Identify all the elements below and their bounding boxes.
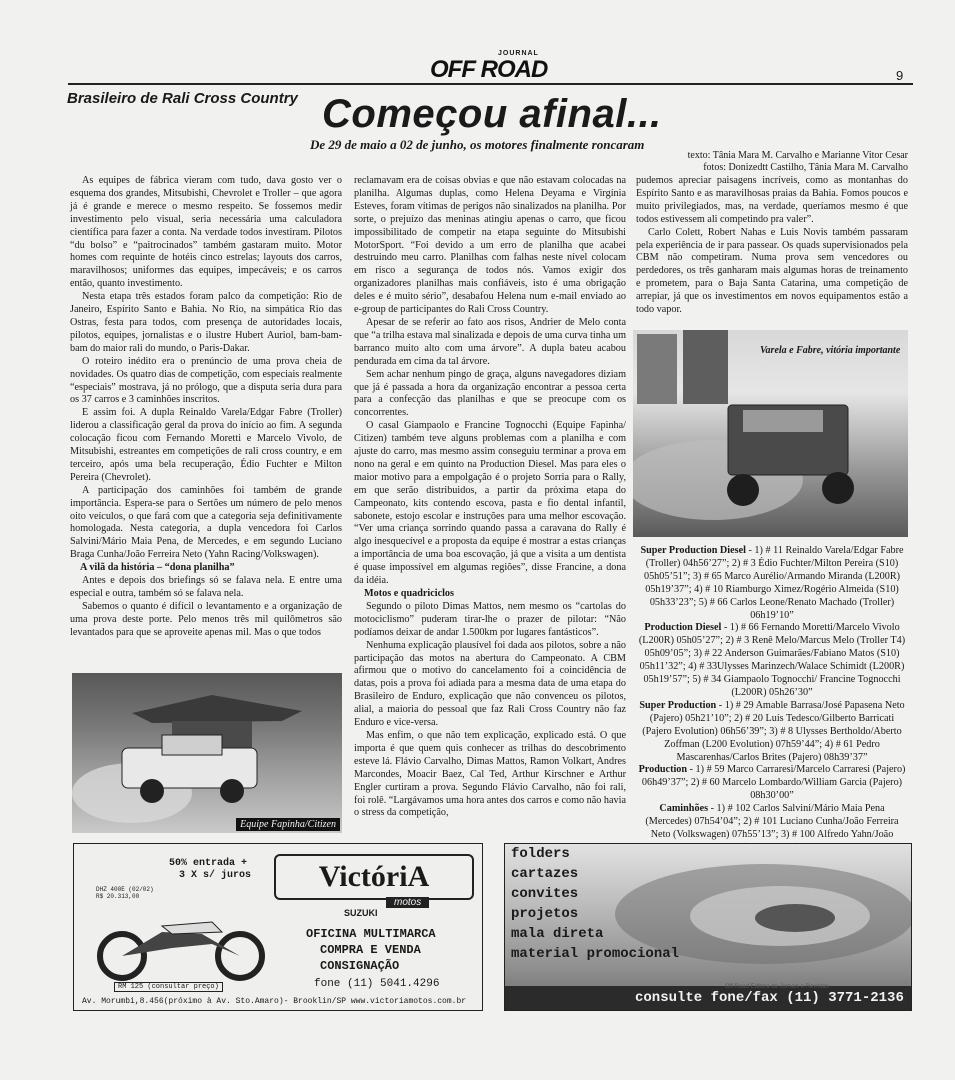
result-category: [636, 700, 908, 765]
promo-text: [169, 858, 251, 882]
paragraph: E assim foi. A dupla Reinaldo Varela/Edgar Fabre (Troller) liderou a classificação geral da prova do início ao fim. A segunda colocação ficou com Fernando Moretti e Marcelo Vivolo, de Mitsubishi, estreantes em competições de rali cross country, e em terceiro, após uma bela recuperação, Édio Fuchter e Milton Pereira (Chevrolet).: [70, 407, 342, 483]
paragraph: Sabemos o quanto é difícil o levantamento e a organização de uma prova deste porte. Pelo menos três mil quilômetros são levantados para que se aproveite apenas mil. Mas o que todos: [70, 600, 342, 638]
service-item: COMPRA E VENDA: [320, 943, 421, 957]
rally-car-illustration: [72, 673, 342, 833]
paragraph: Carlo Colett, Robert Nahas e Luis Novis também passaram pela experiência de ir para passear. Os quads supervisionados pela CBM não competiram. Numa prova sem vencedores ou perdedores, os três ganharam mais algumas horas de treinamento e prometem, para o Baja Santa Catarina, uma competição de arrepiar, já que os investimentos em novos equipamentos estão a todo vapor.: [636, 226, 908, 316]
subsection-heading: Motos e quadriciclos: [364, 588, 454, 599]
paragraph: Antes e depois dos briefings só se falava nela. E entre uma especial e outra, também só se falava nela.: [70, 575, 342, 599]
promo-line: 50% entrada +: [169, 858, 248, 869]
promo-line: 3 X s/ juros: [179, 870, 252, 881]
subheadline: De 29 de maio a 02 de junho, os motores finalmente roncaram: [310, 137, 645, 152]
bike-model: RM 125 (consultar preço): [114, 982, 223, 992]
service-item: mala direta: [511, 926, 604, 942]
results-list: [636, 545, 908, 855]
subsection-heading: A vilã da história – “dona planilha”: [80, 562, 235, 574]
paragraph: O roteiro inédito era o prenúncio de uma prova cheia de novidades. Os quatro dias de competição, com especiais realmente “especiais” mostrava, já no prólogo, que a disputa seria dura para os 37 carros e 3 caminhões inscritos.: [70, 355, 342, 406]
paragraph: Nesta etapa três estados foram palco da competição: Rio de Janeiro, Espírito Santo e Bahia. No Rio, na simpática Rio das Ostras, festa para todos, com presença de autoridades locais, pilotos, equipes, jornalistas e o ilustre Hubert Auriol, bam-bam-bam do maior rali do mundo, o Paris-Dakar.: [70, 291, 342, 354]
paragraph: O casal Giampaolo e Francine Tognocchi (Equipe Fapinha/ Citizen) também teve alguns problemas com a planilha e com ajuste do carro, mas mesmo assim conseguiu terminar a prova em nono na geral e em quinto na Production Diesel. Mas para eles o maior motivo para a empolgação é o projeto Sorria para o Rally, em que serão distribuidos, a partir da próxima etapa do Campeonato, kits contendo escova, pasta e fio dental infantil, sabonete, estojo escolar e instruções para uma melhor escovação. “Ver uma criança sorrindo quando passa a caravana do Rally é algo inesquecível e a proposta da equipe é mostrar a estas crianças a importância de uma boa escovação, já que a visita a um dentista é quase impossível em algumas regiões”, disse Francine, a dona da idéia.: [354, 420, 626, 587]
masthead-logo: [430, 50, 550, 84]
article-column-1: [70, 175, 342, 640]
services-list: [306, 926, 436, 974]
service-item: convites: [511, 886, 579, 902]
result-category: [636, 622, 908, 699]
editora-ad: [504, 843, 912, 1011]
paragraph: Apesar de se referir ao fato aos risos, Andrier de Melo conta que “a trilha estava mal sinalizada e depois de uma curva tinha um barranco muito alto com uma árvore”. A dupla bateu acabou pendurada em cima da tal árvore.: [354, 316, 626, 367]
category-results: - 1) # 29 Amable Barrasa/José Papasena Neto (Pajero) 05h21’10”; 2) # 20 Luís Tedesco/Gilberto Barricati (Pajero Evolution) 06h56’39”; 3) # 8 Ulysses Bertholdo/Aberto Zoffman (L200 Evolution) 07h59’44”; 4) # 61 Pedro Mascarenhas/Carlos Brites (Pajero) 08h39’37”: [642, 699, 905, 763]
category-name: Super Production: [639, 699, 717, 711]
masthead-journal-label: JOURNAL: [498, 50, 539, 57]
editora-name: Off Road Editora de Jornais e Revistas: [725, 984, 829, 990]
photo-credit: fotos: Donizedtt Castilho, Tânia Mara M. Carvalho: [703, 162, 908, 173]
paragraph: Nenhuma explicação plausível foi dada aos pilotos, sobre a não participação das motos na abertura do Campeonato. A CBM afirmou que o motivo do cancelamento foi a coincidência de datas, pois a prova foi adiada para a mesma data de uma etapa do Brasileiro de Enduro, explicação que não convenceu os pilotos, alial, a maioria do pessoal que faz Rali Cross Country não faz Enduro e vice-versa.: [354, 639, 626, 729]
rally-car-photo: [72, 673, 342, 833]
service-item: cartazes: [511, 866, 579, 882]
result-category: [636, 764, 908, 803]
suzuki-logo: SUZUKI: [344, 908, 378, 918]
result-category: [636, 545, 908, 622]
category-name: Production Diesel: [644, 622, 722, 634]
service-item: OFICINA MULTIMARCA: [306, 927, 436, 941]
services-list: [511, 844, 679, 964]
credits: [640, 150, 908, 174]
category-name: Production: [638, 764, 688, 776]
category-name: Caminhões: [659, 803, 709, 815]
category-results: - 1) # 11 Reinaldo Varela/Edgar Fabre (Troller) 04h56’27”; 2) # 3 Édio Fuchter/Milton Pereira (S10) 05h05’51”; 3) # 65 Marco Aurélio/Armando Miranda (L200R) 05h19’37”; 4) # 10 Riamburgo Ximez/Rogério Almeida (S10) 05h33’23”; 5) # 66 Carlos Leone/Renato Machado (Troller) 06h19’10”: [643, 545, 904, 621]
article-column-2: [354, 175, 626, 820]
service-item: CONSIGNAÇÃO: [320, 959, 400, 973]
ad-address: Av. Morumbi,8.456(próximo à Av. Sto.Amaro)- Brooklin/SP www.victoriamotos.com.br: [82, 997, 467, 1006]
victoria-logo: VictóriA: [274, 854, 474, 900]
category-results: - 1) # 66 Fernando Moretti/Marcelo Vivolo (L200R) 05h05’27”; 2) # 3 Renê Melo/Marcus Melo (Troller T4) 05h09’05”; 3) # 22 Anderson Guimarães/Fabiano Matos (S10) 05h11’32”; 4) # 33Ulysses Marinzech/Walace Schimidt (L200R) 05h19’57”; 5) # 34 Giampaolo Tognocchi/ Francine Tognocchi (L200R) 05h26’30”: [638, 622, 906, 698]
paragraph: As equipes de fábrica vieram com tudo, dava gosto ver o esquema dos grandes, Mitsubishi, Chevrolet e Troller – que agora já é grande e merece o mesmo respeito. Se fossemos medir investimento pelo visual, seria necessária uma calculadora científica para fazer a conta. Na verdade todos investiram. Pilotos “du bolso” e “paitrocinados” também gastaram muito. Motor homes com requinte de hotéis cinco estrelas; layouts dos carros, maravilhosos; uniformes das equipes, impecáveis; e os carros então, quanto investimento.: [70, 175, 342, 290]
masthead-title: OFF ROAD: [430, 56, 548, 83]
service-item: material promocional: [511, 946, 680, 962]
paragraph: Sem achar nenhum pingo de graça, alguns navegadores diziam que já é passada a hora da organização encontrar a pessoa certa para a confecção das planilhas e que se preocupe com os concorrentes.: [354, 368, 626, 419]
bike-code: DHZ 400E (02/02): [96, 886, 154, 893]
rally-truck-illustration: [633, 330, 908, 537]
category-results: - 1) # 102 Carlos Salvini/Mário Maia Pena (Mercedes) 07h54’04”; 2) # 101 Luciano Cunha/João Ferreira Neto (Volkswagen) 07h55’13”; 3) # 100 Alfredo Yahn/João: [645, 803, 899, 840]
photo-caption: Varela e Fabre, vitória importante: [760, 345, 901, 356]
paragraph: A participação dos caminhões foi também de grande importância. Espera-se para o Sertões um número de pelo menos oito veículos, o que fará com que a categoria seja definitivamente homologada. Nesta categoria, a dupla vencedora foi Carlos Salvini/Mário Maia Pena, de Mercedes, e em segundo Luciano Braga Cunha/João Ferreira Neto (Yahn Racing/Volkswagen).: [70, 484, 342, 561]
editora-contact: consulte fone/fax (11) 3771-2136: [635, 990, 904, 1006]
photo-caption: Equipe Fapinha/Citizen: [236, 818, 340, 831]
category-results: - 1) # 59 Marco Carraresi/Marcelo Carraresi (Pajero) 06h49’37”; 2) # 60 Marcelo Lombardo/William Garcia (Pajero) 08h30’00”: [641, 764, 906, 802]
headline: Começou afinal...: [322, 92, 662, 136]
motos-label: motos: [386, 897, 429, 908]
paragraph: Segundo o piloto Dimas Mattos, nem mesmo os “cartolas do motociclismo” puderam tirar-lhe o prazer de pilotar: “Não podíamos deixar de andar 1.500km por lugares fantásticos”.: [354, 600, 626, 638]
ad-phone: fone (11) 5041.4296: [314, 978, 440, 990]
page-number: 9: [896, 68, 904, 83]
category-name: Super Production Diesel: [640, 545, 746, 556]
article-column-3: [636, 175, 908, 317]
section-title: Brasileiro de Rali Cross Country: [67, 90, 298, 107]
service-item: projetos: [511, 906, 579, 922]
rally-truck-photo: [633, 330, 908, 537]
paragraph: reclamavam era de coisas obvias e que não estavam colocadas na planilha. Algumas duplas, como Helena Deyama e Virgínia Esteves, foram vítimas de perigos não sinalizados na planilha. Por sorte, o prejuízo das meninas atingiu apenas o carro, que ficou impossibilitado de competir na etapa seguinte do Mitsubishi MotorSport. “Foi devido a um erro de planilha que acabei destruindo meu carro. Planilhas com falhas neste nível colocam em risco a segurança de todos nós. Vamos exigir dos organizadores planilhas mais confiáveis, isto é uma obrigação deles e é muito sério”, desabafou Helena num e-mail enviado ao e-group de participantes do Rali Cross Country.: [354, 175, 626, 316]
paragraph: Mas enfim, o que não tem explicação, explicado está. O que importa é que quem quis conhecer as trilhas do descobrimento esteve lá. Flávio Carvalho, Dimas Mattos, Ramon Volkart, Andres Marcondes, Moacir Baez, Cal Ted, Arthur Kirschner e Arthur Engler curtiram a prova. Segundo Flávio Carvalho, não foi rali, foi rolê. “Largávamos uma hora antes dos carros e como não havia o stress da competição,: [354, 729, 626, 819]
victoria-motos-ad: [73, 843, 483, 1011]
bike-price: R$ 20.313,00: [96, 893, 140, 900]
service-item: folders: [511, 846, 570, 862]
header-rule: [68, 83, 913, 85]
text-credit: texto: Tânia Mara M. Carvalho e Marianne Vitor Cesar: [687, 150, 908, 161]
motorcycle-icon: [92, 904, 272, 982]
paragraph: pudemos apreciar paisagens incríveis, como as montanhas do Espírito Santo e as maravilhosas praias da Bahia. Fomos poucos e muito privilegiados, mas, na verdade, queríamos mesmo é que todos estivessem ali competindo pra valer”.: [636, 175, 908, 225]
bike-price-tag: [96, 886, 154, 900]
